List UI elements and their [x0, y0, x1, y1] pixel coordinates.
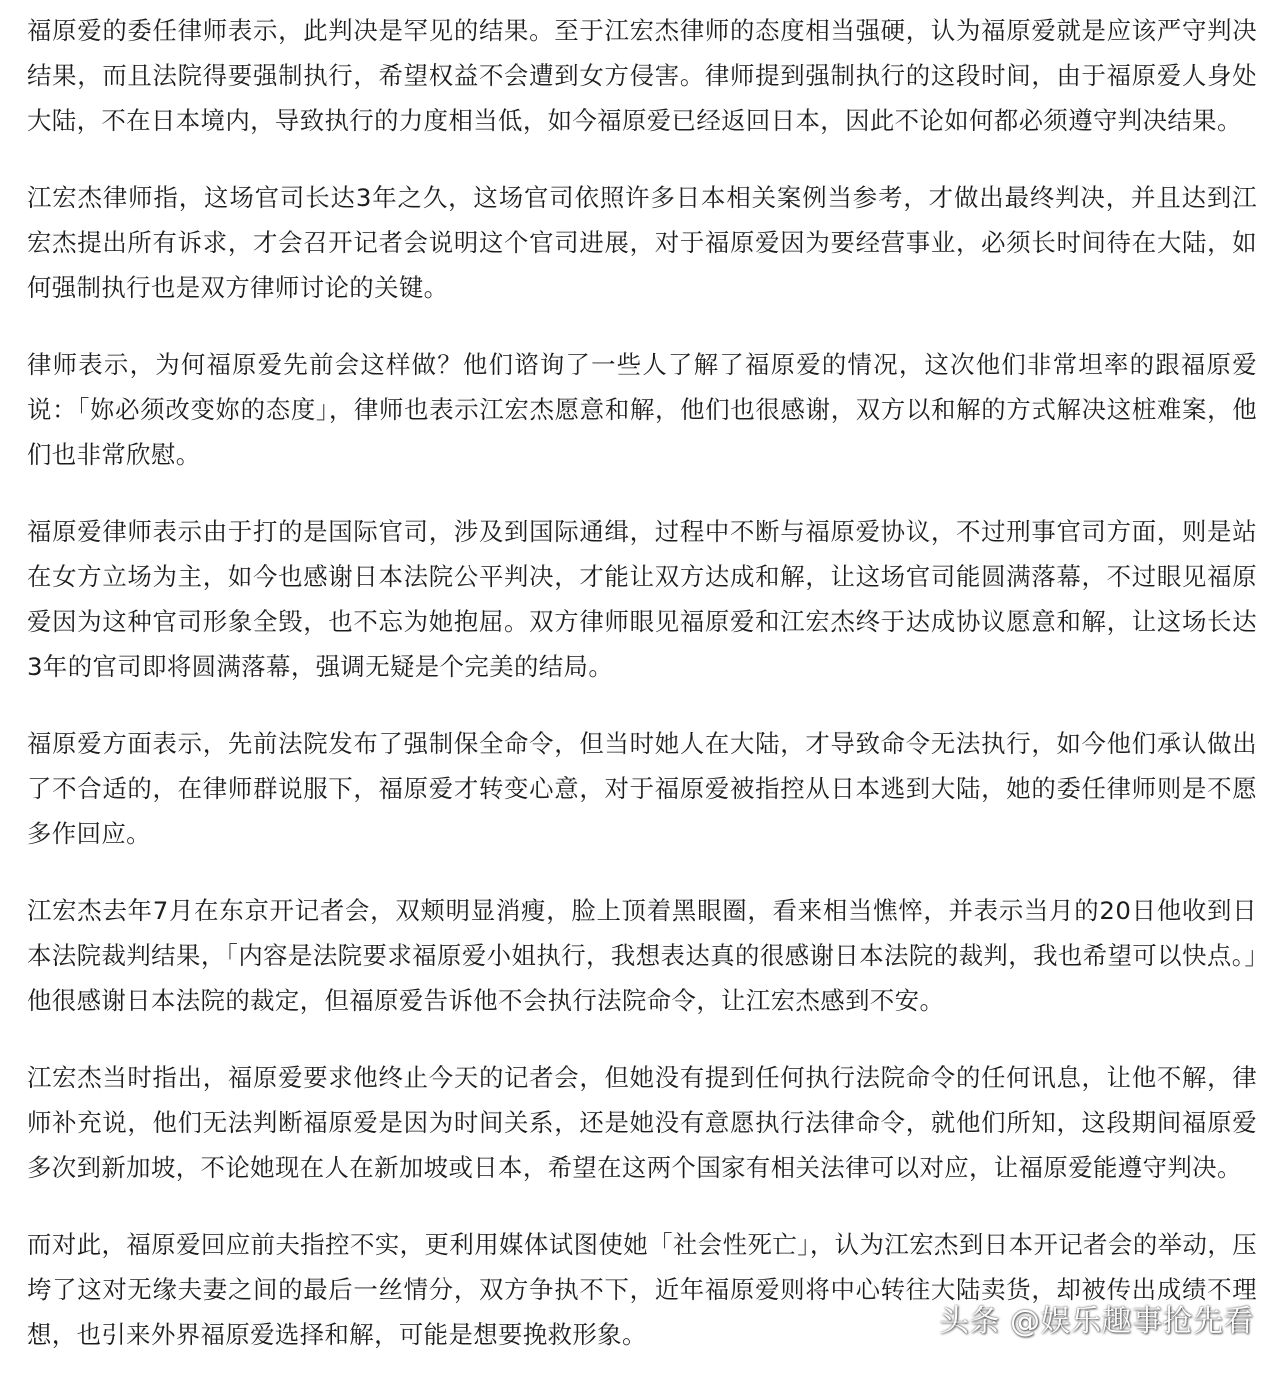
- paragraph: 江宏杰当时指出，福原爱要求他终止今天的记者会，但她没有提到任何执行法院命令的任何讯息，让他不解，律师补充说，他们无法判断福原爱是因为时间关系，还是她没有意愿执行法律命令，就他们所知，这段期间福原爱多次到新加坡，不论她现在人在新加坡或日本，希望在这两个国家有相关法律可以对应，让福原爱能遵守判决。: [27, 1063, 1257, 1182]
- article-body: [27, 8, 1257, 1357]
- paragraph: 江宏杰去年7月在东京开记者会，双颊明显消瘦，脸上顶着黑眼圈，看来相当憔悴，并表示当月的20日他收到日本法院裁判结果，「内容是法院要求福原爱小姐执行，我想表达真的很感谢日本法院的裁判，我也希望可以快点。」他很感谢日本法院的裁定，但福原爱告诉他不会执行法院命令，让江宏杰感到不安。: [27, 896, 1257, 1015]
- paragraph: 江宏杰律师指，这场官司长达3年之久，这场官司依照许多日本相关案例当参考，才做出最终判决，并且达到江宏杰提出所有诉求，才会召开记者会说明这个官司进展，对于福原爱因为要经营事业，必须长时间待在大陆，如何强制执行也是双方律师讨论的关键。: [27, 183, 1257, 302]
- source-watermark: 头条 @娱乐趣事抢先看: [938, 1304, 1254, 1339]
- paragraph: 福原爱律师表示由于打的是国际官司，涉及到国际通缉，过程中不断与福原爱协议，不过刑事官司方面，则是站在女方立场为主，如今也感谢日本法院公平判决，才能让双方达成和解，让这场官司能圆满落幕，不过眼见福原爱因为这种官司形象全毁，也不忘为她抱屈。双方律师眼见福原爱和江宏杰终于达成协议愿意和解，让这场长达3年的官司即将圆满落幕，强调无疑是个完美的结局。: [27, 517, 1257, 681]
- paragraph: 福原爱方面表示，先前法院发布了强制保全命令，但当时她人在大陆，才导致命令无法执行，如今他们承认做出了不合适的，在律师群说服下，福原爱才转变心意，对于福原爱被指控从日本逃到大陆，她的委任律师则是不愿多作回应。: [27, 729, 1257, 848]
- paragraph: 福原爱的委任律师表示，此判决是罕见的结果。至于江宏杰律师的态度相当强硬，认为福原爱就是应该严守判决结果，而且法院得要强制执行，希望权益不会遭到女方侵害。律师提到强制执行的这段时间，由于福原爱人身处大陆，不在日本境内，导致执行的力度相当低，如今福原爱已经返回日本，因此不论如何都必须遵守判决结果。: [27, 16, 1257, 135]
- paragraph: 律师表示，为何福原爱先前会这样做？他们谘询了一些人了解了福原爱的情况，这次他们非常坦率的跟福原爱说：「妳必须改变妳的态度」，律师也表示江宏杰愿意和解，他们也很感谢，双方以和解的方式解决这桩难案，他们也非常欣慰。: [27, 350, 1257, 469]
- paragraph: 而对此，福原爱回应前夫指控不实，更利用媒体试图使她「社会性死亡」，认为江宏杰到日本开记者会的举动，压垮了这对无缘夫妻之间的最后一丝情分，双方争执不下，近年福原爱则将中心转往大陆卖货，却被传出成绩不理想，也引来外界福原爱选择和解，可能是想要挽救形象。: [27, 1230, 1257, 1349]
